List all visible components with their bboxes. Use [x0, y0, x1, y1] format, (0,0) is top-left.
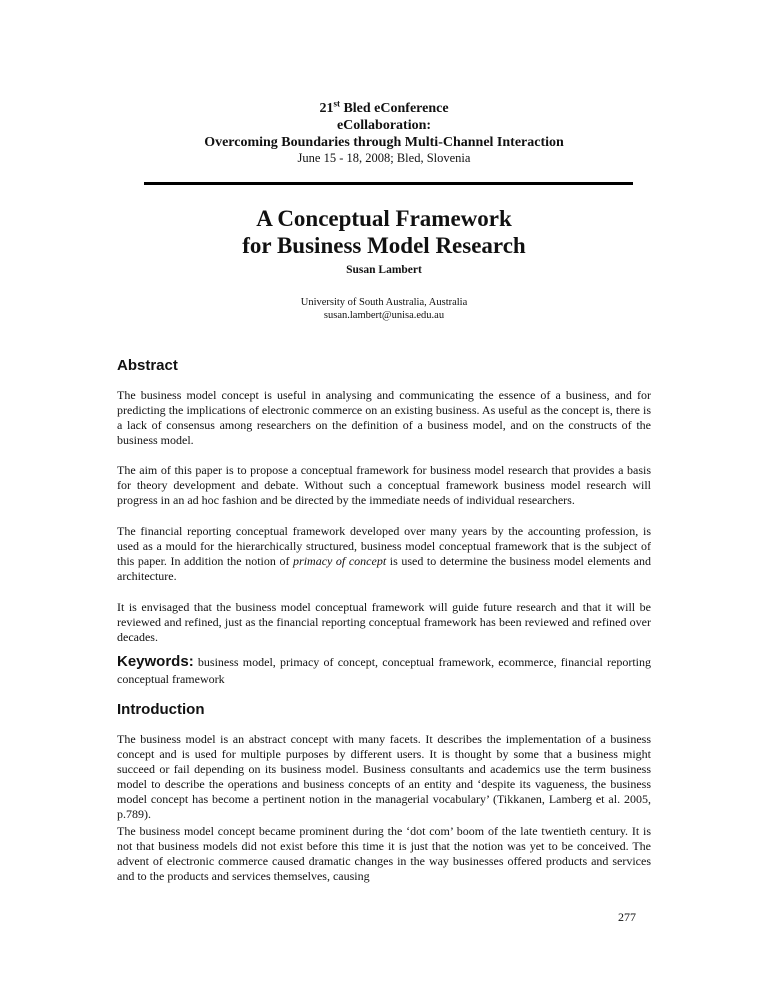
- abstract-heading: Abstract: [117, 357, 178, 374]
- abstract-paragraph: The aim of this paper is to propose a conceptual framework for business model research that provides a basis for theory development and debate. Without such a conceptual framework business model research will progress in an ad hoc fashion and be directed by the immediate needs of individual researchers.: [117, 463, 651, 507]
- affiliation: University of South Australia, Australia: [300, 297, 468, 308]
- conference-header: [0, 100, 768, 166]
- conference-subtitle: Overcoming Boundaries through Multi-Channel Interaction: [204, 135, 564, 150]
- introduction-heading: Introduction: [117, 701, 205, 718]
- keywords-label: Keywords:: [117, 653, 194, 670]
- header-rule: [144, 182, 633, 185]
- page-number: 277: [618, 910, 636, 924]
- conference-title: 21st Bled eConference: [319, 98, 449, 116]
- author-email: susan.lambert@unisa.edu.au: [323, 310, 445, 321]
- keywords-text: business model, primacy of concept, conceptual framework, ecommerce, financial reporting conceptual framework: [117, 655, 651, 686]
- abstract-paragraph: It is envisaged that the business model conceptual framework will guide future research and that it will be reviewed and refined, just as the financial reporting conceptual framework has been reviewed and refined over decades.: [117, 600, 651, 644]
- author-name: Susan Lambert: [346, 264, 422, 276]
- conference-theme: eCollaboration:: [336, 118, 432, 133]
- conference-date: June 15 - 18, 2008; Bled, Slovenia: [297, 151, 471, 165]
- body-paragraph: The business model concept became prominent during the ‘dot com’ boom of the late twentieth century. It is not that business models did not exist before this time it is just that the notion was yet to be conceived. The advent of electronic commerce caused dramatic changes in the way businesses offered products and services and to the products and services themselves, causing: [117, 824, 651, 883]
- keywords: [117, 653, 651, 688]
- body-paragraph: The business model is an abstract concept with many facets. It describes the implementation of a business concept and is used for multiple purposes by different users. It is thought by some that a business might succeed or fail depending on its business model. Business consultants and academics use the term business model to describe the operations and business concepts of an entity and ‘despite its vagueness, the business model concept has become a pertinent notion in the managerial vocabulary’ (Tikkanen, Lamberg et al. 2005, p.789).: [117, 732, 651, 821]
- author-affiliation: [0, 296, 768, 322]
- abstract-paragraph: The financial reporting conceptual framework developed over many years by the accounting profession, is used as a mould for the hierarchically structured, business model conceptual framework that is the subject of this paper. In addition the notion of primacy of concept is used to determine the business model elements and architecture.: [117, 524, 651, 583]
- abstract-paragraph: The business model concept is useful in analysing and communicating the essence of a business, and for predicting the implications of electronic commerce on an existing business. As useful as the concept is, there is a lack of consensus among researchers on the definition of a business model, and on the constructs of the business model.: [117, 388, 651, 447]
- paper-title: A Conceptual Framework for Business Model Research: [242, 206, 526, 258]
